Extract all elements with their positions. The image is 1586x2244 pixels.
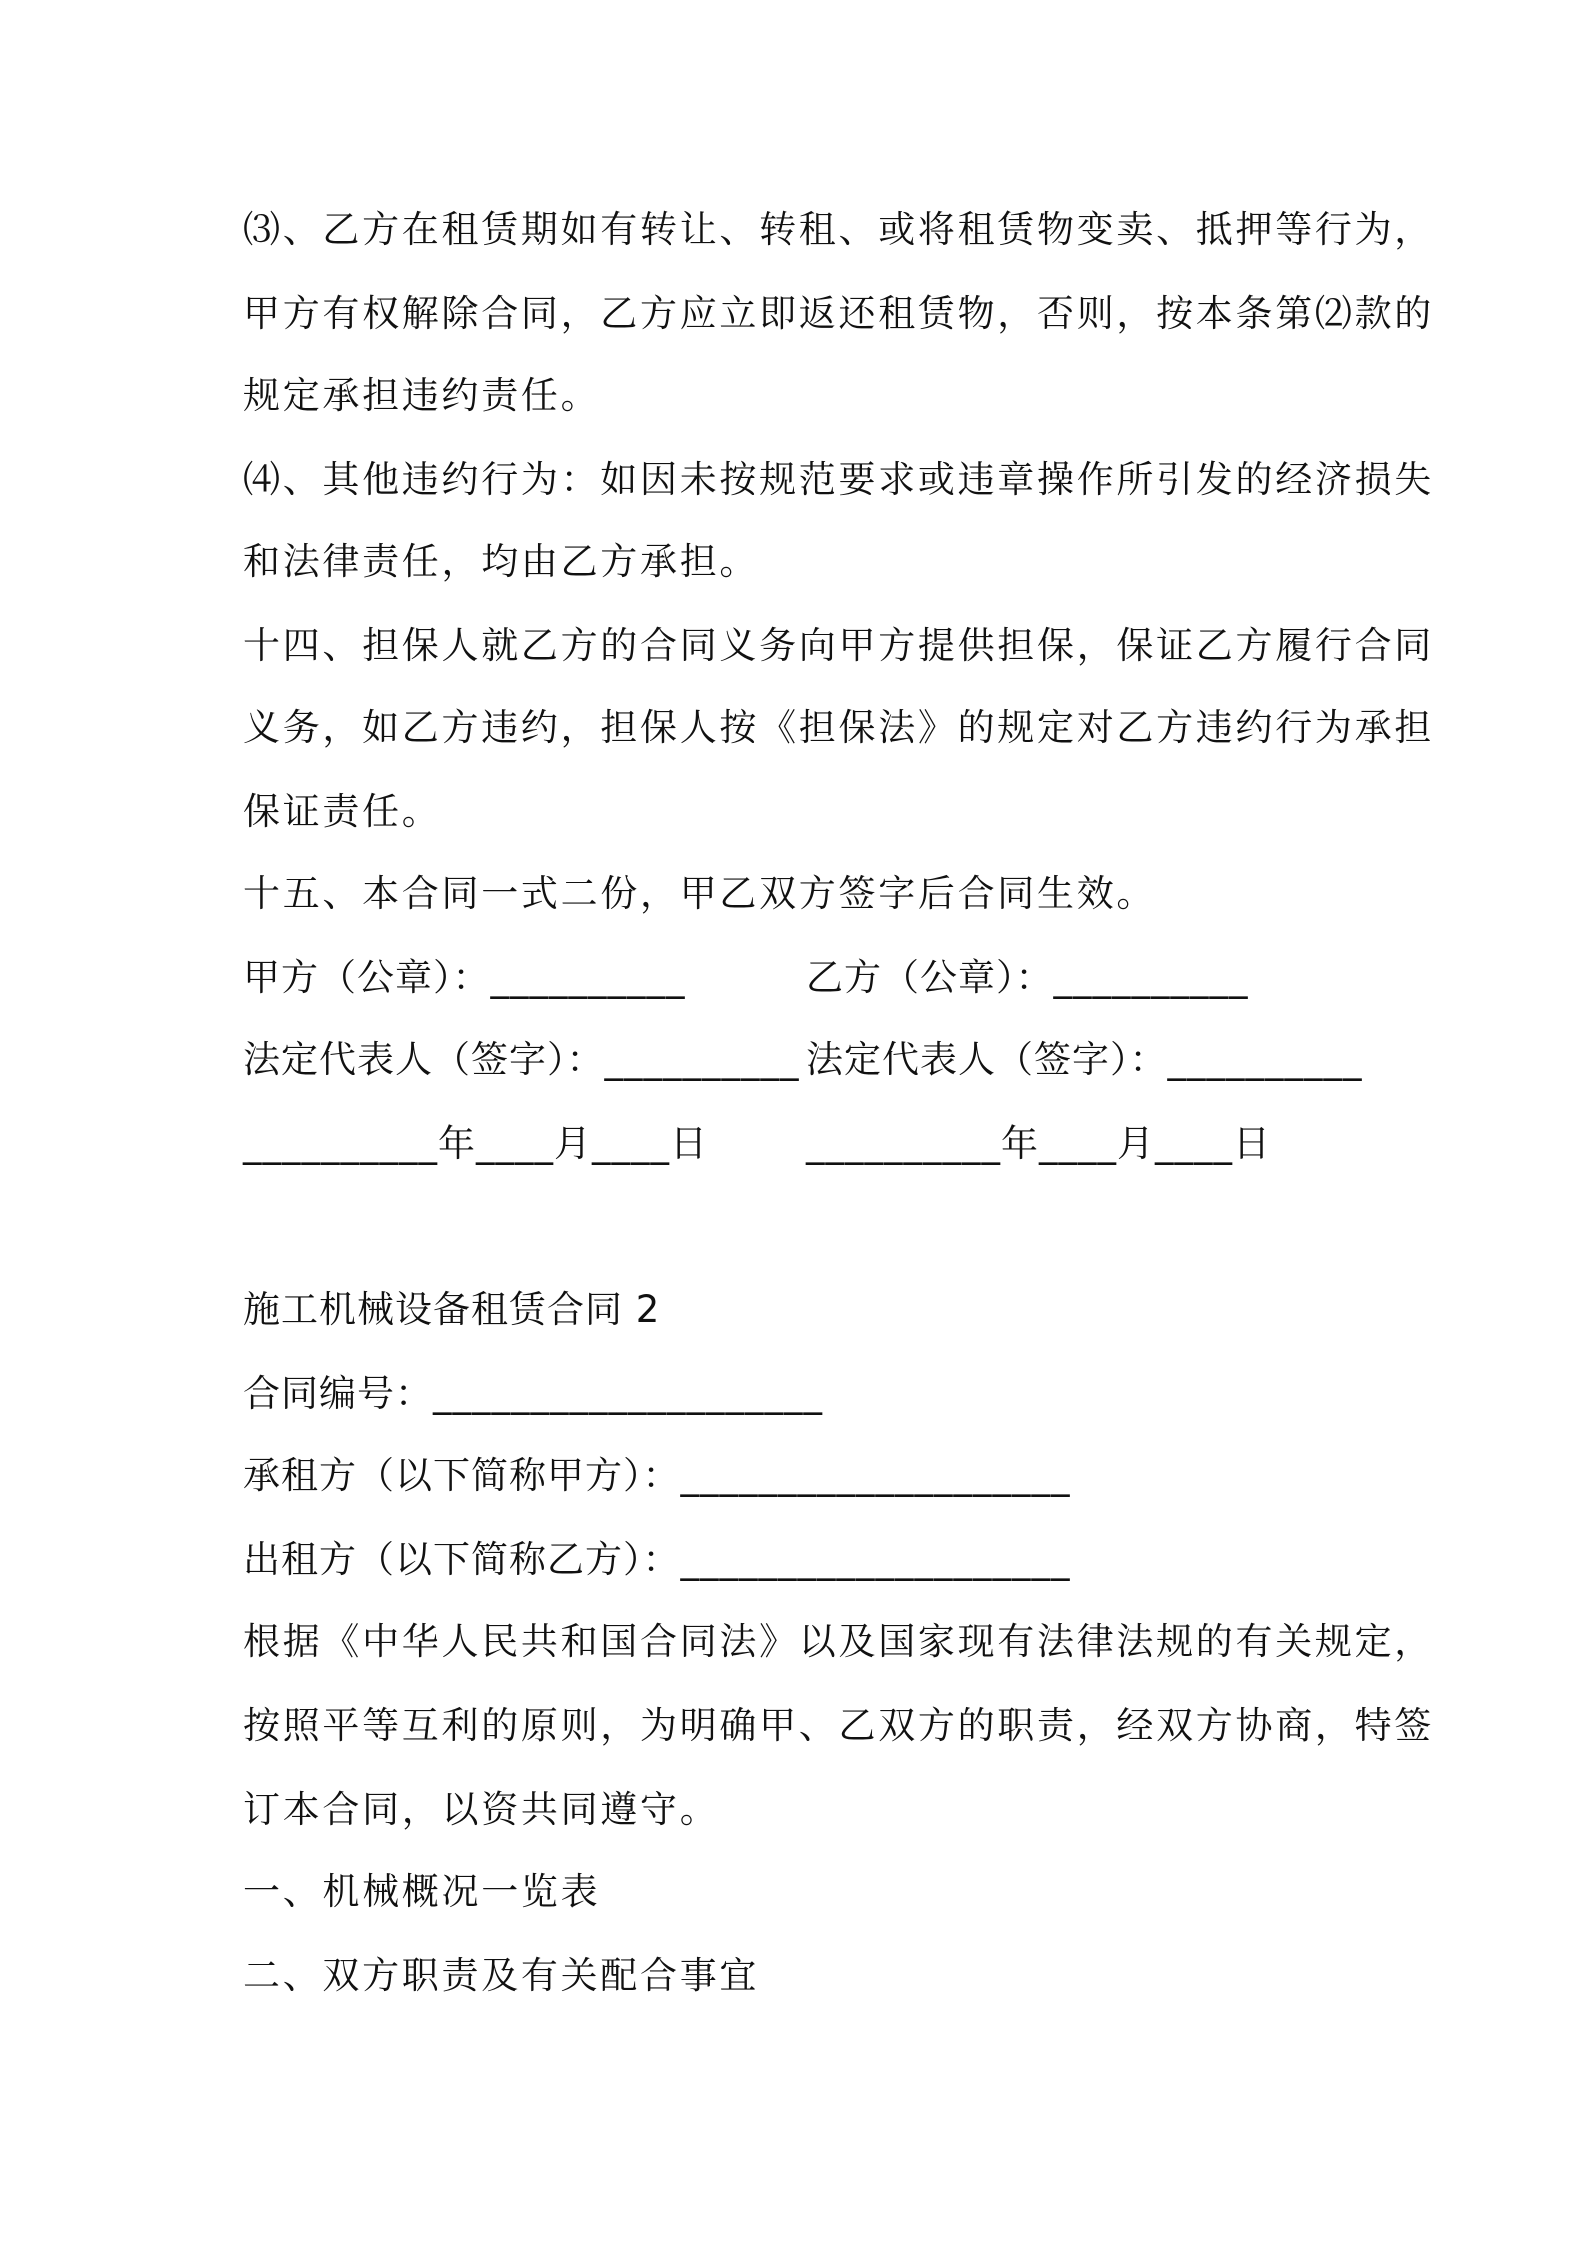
article-15: 十五、本合同一式二份，甲乙双方签字后合同生效。 xyxy=(243,872,1157,915)
contract-number-field: 合同编号：____________________ xyxy=(243,1372,823,1415)
clause-3-line-1: ⑶、乙方在租赁期如有转让、转租、或将租赁物变卖、抵押等行为， xyxy=(243,208,1434,251)
party-b-date-field: __________年____月____日 xyxy=(806,1122,1271,1165)
preamble-line-1: 根据《中华人民共和国合同法》以及国家现有法律法规的有关规定， xyxy=(243,1620,1434,1663)
party-a-representative-field: 法定代表人（签字）：__________ xyxy=(243,1038,800,1081)
section-heading-2: 二、双方职责及有关配合事宜 xyxy=(243,1954,760,1997)
article-14-line-1: 十四、担保人就乙方的合同义务向甲方提供担保，保证乙方履行合同 xyxy=(243,624,1434,667)
party-b-representative-field: 法定代表人（签字）：__________ xyxy=(806,1038,1363,1081)
preamble-line-3: 订本合同，以资共同遵守。 xyxy=(243,1788,720,1831)
article-14-line-2: 义务，如乙方违约，担保人按《担保法》的规定对乙方违约行为承担 xyxy=(243,706,1434,749)
party-a-date-field: __________年____月____日 xyxy=(243,1122,708,1165)
clause-3-line-3: 规定承担违约责任。 xyxy=(243,374,601,417)
lessee-field: 承租方（以下简称甲方）：____________________ xyxy=(243,1454,1071,1497)
party-a-seal-field: 甲方（公章）：__________ xyxy=(243,956,686,999)
contract-2-title: 施工机械设备租赁合同 2 xyxy=(243,1288,661,1331)
clause-4-line-1: ⑷、其他违约行为：如因未按规范要求或违章操作所引发的经济损失 xyxy=(243,458,1434,501)
clause-4-line-2: 和法律责任，均由乙方承担。 xyxy=(243,540,760,583)
section-heading-1: 一、机械概况一览表 xyxy=(243,1870,601,1913)
clause-3-line-2: 甲方有权解除合同，乙方应立即返还租赁物，否则，按本条第⑵款的 xyxy=(243,292,1434,335)
lessor-field: 出租方（以下简称乙方）：____________________ xyxy=(243,1538,1071,1581)
party-b-seal-field: 乙方（公章）：__________ xyxy=(806,956,1249,999)
preamble-line-2: 按照平等互利的原则，为明确甲、乙双方的职责，经双方协商，特签 xyxy=(243,1704,1434,1747)
article-14-line-3: 保证责任。 xyxy=(243,790,442,833)
